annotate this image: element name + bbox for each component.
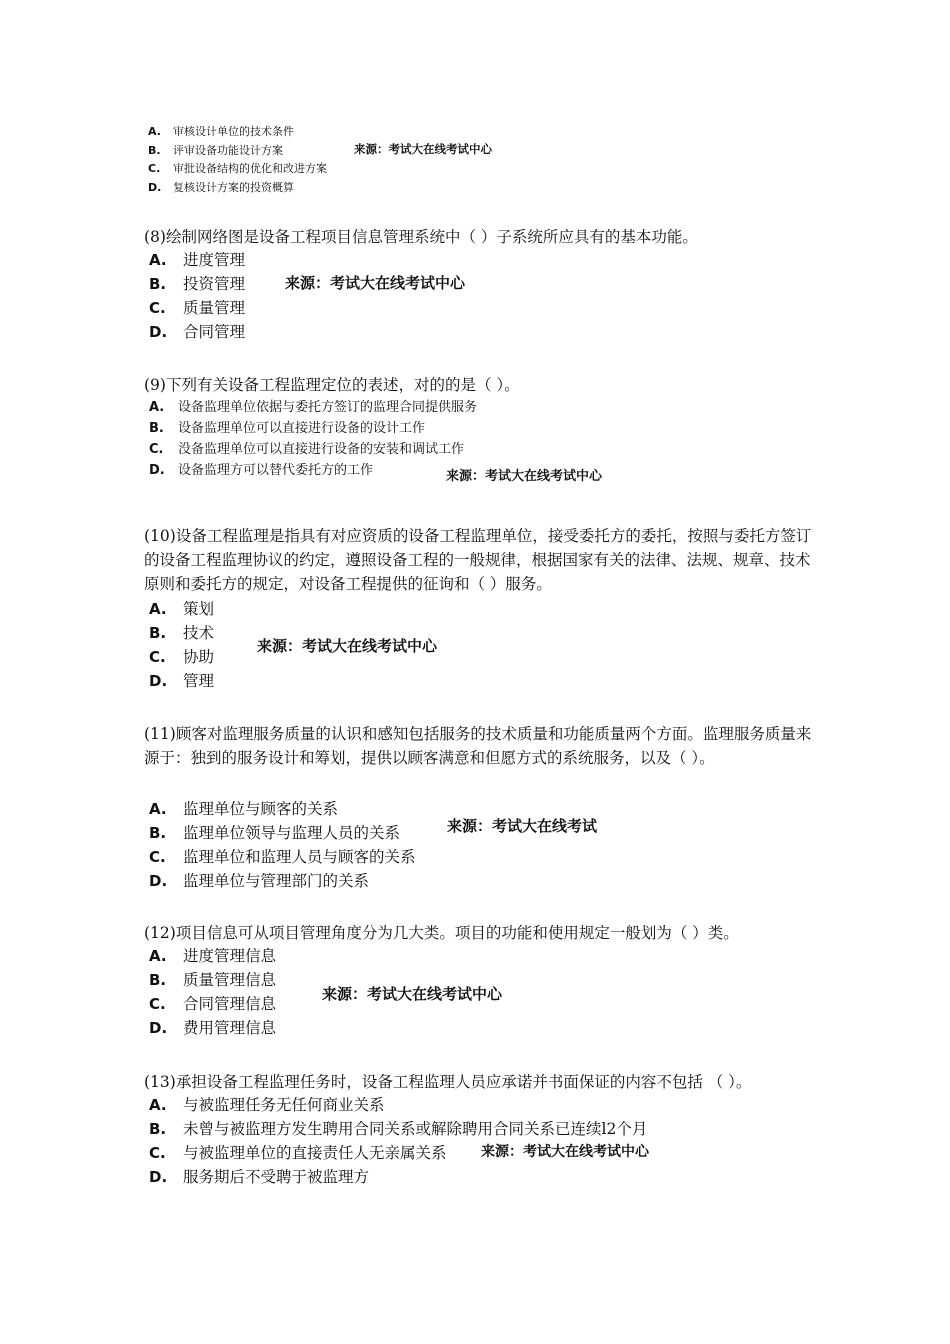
- q9-options: [149, 397, 477, 481]
- q8-stem: (8)绘制网络图是设备工程项目信息管理系统中（ ）子系统所应具有的基本功能。: [144, 228, 698, 246]
- option-text: 合同管理信息: [183, 995, 277, 1013]
- q11-option-d: [149, 869, 416, 893]
- option-text: 审核设计单位的技术条件: [173, 125, 294, 138]
- option-key: C.: [149, 848, 166, 866]
- option-key: A.: [149, 600, 167, 618]
- option-text: 协助: [183, 648, 215, 666]
- option-text: 复核设计方案的投资概算: [173, 180, 294, 194]
- q12-source-watermark: 来源：考试大在线考试中心: [322, 985, 503, 1003]
- option-key: A.: [149, 1096, 167, 1114]
- q9-option-d: [149, 460, 477, 481]
- q8-option-a: [149, 248, 245, 272]
- q10-source-watermark: 来源：考试大在线考试中心: [257, 637, 438, 655]
- q13-option-b: [149, 1117, 647, 1141]
- option-text: 进度管理信息: [183, 947, 277, 965]
- q11-option-c: [149, 845, 416, 869]
- option-key: B.: [149, 824, 167, 842]
- option-text: 与被监理任务无任何商业关系: [183, 1096, 385, 1114]
- q7-option-b: [148, 142, 327, 161]
- q11-option-a: [149, 797, 416, 821]
- q8-option-c: [149, 296, 245, 320]
- option-key: B.: [149, 1120, 167, 1138]
- option-key: D.: [149, 1168, 168, 1186]
- q10-option-c: [149, 645, 214, 669]
- option-key: D.: [149, 1019, 168, 1037]
- option-text: 质量管理: [183, 299, 246, 317]
- option-text: 未曾与被监理方发生聘用合同关系或解除聘用合同关系已连续l2个月: [183, 1120, 648, 1138]
- option-text: 管理: [183, 672, 215, 690]
- q13-option-a: [149, 1093, 647, 1117]
- option-text: 投资管理: [183, 275, 246, 293]
- q10-option-a: [149, 597, 214, 621]
- option-key: C.: [149, 442, 164, 457]
- q12-option-c: [149, 992, 276, 1016]
- option-key: C.: [149, 648, 166, 666]
- option-key: D.: [149, 872, 168, 890]
- q9-option-a: [149, 397, 477, 418]
- q9-source-watermark: 来源：考试大在线考试中心: [446, 469, 603, 484]
- q7-source-watermark: 来源：考试大在线考试中心: [354, 142, 492, 156]
- q12-option-a: [149, 944, 276, 968]
- option-text: 技术: [183, 624, 215, 642]
- q12-option-d: [149, 1016, 276, 1040]
- q10-option-b: [149, 621, 214, 645]
- option-text: 监理单位领导与监理人员的关系: [183, 824, 401, 842]
- q13-stem: (13)承担设备工程监理任务时，设备工程监理人员应承诺并书面保证的内容不包括 （ ）。: [144, 1073, 752, 1091]
- option-key: B.: [148, 143, 161, 157]
- option-key: D.: [149, 672, 168, 690]
- option-key: B.: [149, 275, 167, 293]
- option-key: B.: [149, 971, 167, 989]
- option-key: A.: [149, 400, 165, 415]
- option-key: C.: [149, 1144, 166, 1162]
- option-key: A.: [149, 800, 167, 818]
- option-key: A.: [148, 125, 161, 138]
- option-text: 监理单位和监理人员与顾客的关系: [183, 848, 416, 866]
- q11-option-b: [149, 821, 416, 845]
- q8-options: [149, 248, 245, 344]
- q12-stem: (12)项目信息可从项目管理角度分为几大类。项目的功能和使用规定一般划为（ ）类。: [144, 924, 739, 942]
- q8-option-b: [149, 272, 245, 296]
- option-key: D.: [149, 323, 168, 341]
- option-text: 合同管理: [183, 323, 246, 341]
- q7-option-d: [148, 179, 327, 198]
- q7-options: [148, 123, 327, 197]
- q13-option-d: [149, 1165, 647, 1189]
- option-text: 审批设备结构的优化和改进方案: [173, 162, 327, 175]
- option-key: B.: [149, 421, 164, 436]
- option-text: 设备监理单位依据与委托方签订的监理合同提供服务: [178, 400, 478, 415]
- q11-options: [149, 797, 416, 893]
- q10-stem: (10)设备工程监理是指具有对应资质的设备工程监理单位，接受委托方的委托，按照与委托方签订的设备工程监理协议的约定，遵照设备工程的一般规律，根据国家有关的法律、法规、规章、技术原则和委托方的规定，对设备工程提供的征询和（ ）服务。: [144, 527, 812, 593]
- option-text: 与被监理单位的直接责任人无亲属关系: [183, 1144, 447, 1162]
- q10-option-d: [149, 669, 214, 693]
- option-text: 没备监理单位可以直接进行设备的安装和调试工作: [178, 442, 465, 457]
- option-key: B.: [149, 624, 167, 642]
- option-text: 服务期后不受聘于被监理方: [183, 1168, 370, 1186]
- q9-option-b: [149, 418, 477, 439]
- option-key: A.: [149, 251, 167, 269]
- option-text: 策划: [183, 600, 215, 618]
- option-text: 设备监理方可以替代委托方的工作: [178, 463, 374, 478]
- option-key: D.: [149, 463, 165, 478]
- q12-options: [149, 944, 276, 1040]
- q11-source-watermark: 来源：考试大在线考试: [447, 817, 598, 835]
- option-key: A.: [149, 947, 167, 965]
- option-text: 设备监理单位可以直接进行设备的设计工作: [178, 421, 426, 436]
- q12-option-b: [149, 968, 276, 992]
- q10-options: [149, 597, 214, 693]
- option-key: D.: [148, 180, 162, 194]
- q11-stem: (11)顾客对监理服务质量的认识和感知包括服务的技术质量和功能质量两个方面。监理服务质量来源于：独到的服务设计和筹划，提供以顾客满意和但愿方式的系统服务，以及（ ）。: [144, 725, 812, 767]
- q7-option-a: [148, 123, 327, 142]
- q9-option-c: [149, 439, 477, 460]
- option-text: 进度管理: [183, 251, 246, 269]
- q13-source-watermark: 来源：考试大在线考试中心: [481, 1144, 649, 1160]
- option-text: 费用管理信息: [183, 1019, 277, 1037]
- option-text: 监理单位与顾客的关系: [183, 800, 339, 818]
- option-text: 监理单位与管理部门的关系: [183, 872, 370, 890]
- option-text: 评审设备功能设计方案: [173, 143, 283, 157]
- q9-stem: (9)下列有关设备工程监理定位的表述，对的的是（ ）。: [144, 376, 520, 394]
- option-key: C.: [149, 995, 166, 1013]
- q8-source-watermark: 来源：考试大在线考试中心: [285, 274, 466, 292]
- option-key: C.: [149, 299, 166, 317]
- option-key: C.: [148, 162, 161, 175]
- q8-option-d: [149, 320, 245, 344]
- option-text: 质量管理信息: [183, 971, 277, 989]
- q7-option-c: [148, 160, 327, 179]
